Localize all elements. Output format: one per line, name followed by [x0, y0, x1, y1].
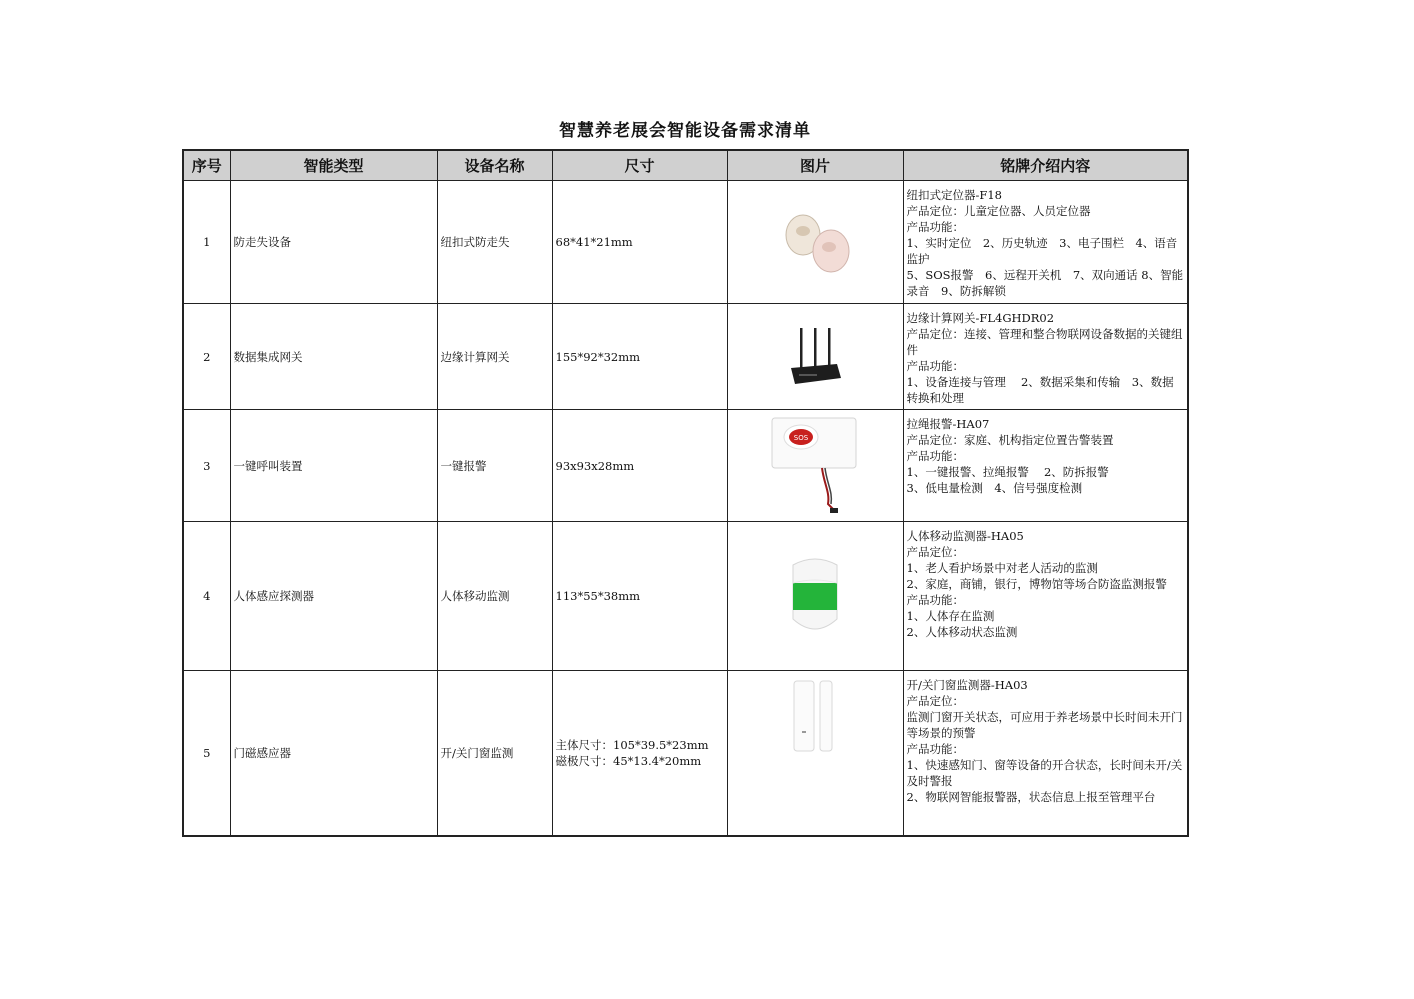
- table-row: [183, 671, 1188, 836]
- cell-type: 一键呼叫装置: [230, 410, 437, 522]
- cell-size: 68*41*21mm: [552, 181, 727, 304]
- header-image: 图片: [727, 150, 903, 181]
- cell-type: 人体感应探测器: [230, 522, 437, 671]
- cell-size: 113*55*38mm: [552, 522, 727, 671]
- table-row: [183, 181, 1188, 304]
- cell-image: [727, 181, 903, 304]
- table-row: [183, 410, 1188, 522]
- cell-desc: 纽扣式定位器-F18 产品定位：儿童定位器、人员定位器 产品功能： 1、实时定位 2、历史轨迹 3、电子围栏 4、语音监护 5、SOS报警 6、远程开关机 7、双向通话 8、智能录音 9、防拆解锁: [903, 181, 1188, 304]
- cell-image: [727, 671, 903, 836]
- cell-no: 1: [183, 181, 230, 304]
- cell-size: [552, 671, 727, 836]
- cell-desc: 边缘计算网关-FL4GHDR02 产品定位：连接、管理和整合物联网设备数据的关键组件 产品功能： 1、设备连接与管理 2、数据采集和传输 3、数据转换和处理: [903, 304, 1188, 410]
- cell-no: 3: [183, 410, 230, 522]
- cell-desc: 人体移动监测器-HA05 产品定位： 1、老人看护场景中对老人活动的监测 2、家庭，商铺，银行，博物馆等场合防盗监测报警 产品功能： 1、人体存在监测 2、人体移动状态监测: [903, 522, 1188, 671]
- cell-no: 5: [183, 671, 230, 836]
- cell-name: 边缘计算网关: [437, 304, 552, 410]
- sos-label: SOS: [793, 433, 809, 442]
- cell-image: [727, 304, 903, 410]
- cell-no: 2: [183, 304, 230, 410]
- cell-image: [727, 522, 903, 671]
- size-magnet: 磁极尺寸：45*13.4*20mm: [555, 753, 702, 768]
- cell-desc: 开/关门窗监测器-HA03 产品定位： 监测门窗开关状态，可应用于养老场景中长时间未开门等场景的预警 产品功能： 1、快速感知门、窗等设备的开合状态，长时间未开/关及时警报 2、物联网智能报警器，状态信息上报至管理平台: [903, 671, 1188, 836]
- cell-type: 门磁感应器: [230, 671, 437, 836]
- cell-no: 4: [183, 522, 230, 671]
- cell-type: 防走失设备: [230, 181, 437, 304]
- size-main: 主体尺寸：105*39.5*23mm: [555, 737, 709, 752]
- cell-size: 93x93x28mm: [552, 410, 727, 522]
- header-name: 设备名称: [437, 150, 552, 181]
- table-row: [183, 304, 1188, 410]
- door-sensor-image: [731, 679, 900, 753]
- cell-name: 一键报警: [437, 410, 552, 522]
- cell-desc: 拉绳报警-HA07 产品定位：家庭、机构指定位置告警装置 产品功能： 1、一键报警、拉绳报警 2、防拆报警 3、低电量检测 4、信号强度检测: [903, 410, 1188, 522]
- page-title: 智慧养老展会智能设备需求清单: [559, 121, 811, 141]
- cell-name: 纽扣式防走失: [437, 181, 552, 304]
- cell-type: 数据集成网关: [230, 304, 437, 410]
- header-type: 智能类型: [230, 150, 437, 181]
- sos-button-image: [731, 414, 900, 518]
- header-row: [183, 150, 1188, 181]
- table-row: [183, 522, 1188, 671]
- device-table: [182, 149, 1189, 837]
- cell-size: 155*92*32mm: [552, 304, 727, 410]
- cell-name: 开/关门窗监测: [437, 671, 552, 836]
- header-desc: 铭牌介绍内容: [903, 150, 1188, 181]
- header-no: 序号: [183, 150, 230, 181]
- gateway-image: [731, 326, 900, 388]
- button-locator-image: [731, 207, 900, 277]
- cell-name: 人体移动监测: [437, 522, 552, 671]
- motion-sensor-image: [731, 555, 900, 637]
- cell-image: [727, 410, 903, 522]
- header-size: 尺寸: [552, 150, 727, 181]
